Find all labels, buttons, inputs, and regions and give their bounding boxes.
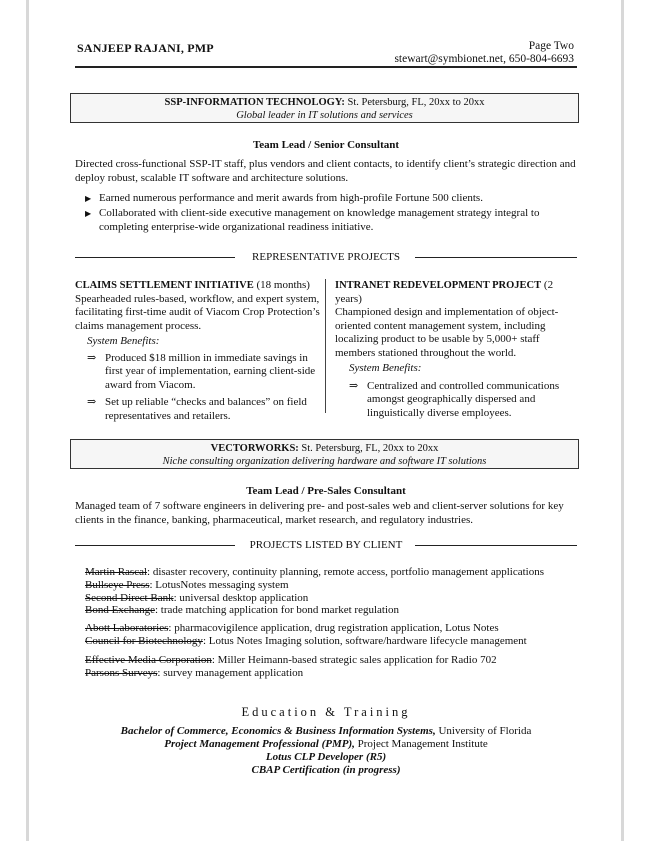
page-number: Page Two [528, 40, 574, 52]
job1-tagline: Global leader in IT solutions and services [236, 109, 413, 121]
header-rule [75, 66, 577, 68]
project-right [335, 279, 577, 420]
project-right-duration: (2 years) [335, 279, 554, 305]
project-left-benefit-2: ⇒ Set up reliable “checks and balances” on field representatives and retailers. [87, 396, 307, 422]
project-left-desc: Spearheaded rules-based, workflow, and expert system, facilitating first-time audit of Viacom Crop Protection’s claims management process. [75, 292, 320, 332]
education-item: Bachelor of Commerce, Economics & Business Information Systems, University of Florida [120, 725, 532, 737]
contact-info: stewart@symbionet.net, 650-804-6693 [394, 53, 574, 65]
education-list [75, 725, 577, 777]
client-item: Abott Laboratories: pharmacovigilence application, drug registration application, Lotus Notes [85, 622, 499, 634]
job1-company-box [70, 93, 579, 123]
client-list-group-1 [85, 566, 585, 617]
client-name: Parsons Surveys [85, 666, 158, 679]
job2-projects-heading: PROJECTS LISTED BY CLIENT [75, 539, 577, 551]
heading-rule-right [415, 257, 577, 258]
arrow-right-icon: ⇒ [349, 379, 359, 392]
page-header-right [394, 40, 574, 66]
client-name: Bullseye Press [85, 578, 150, 591]
client-item: Parsons Surveys: survey management application [85, 666, 304, 679]
heading-rule-left [75, 257, 235, 258]
client-name: Council for Biotechnology [85, 634, 203, 647]
client-item: Bond Exchange: trade matching application for bond market regulation [85, 604, 400, 617]
triangle-bullet-icon: ▶ [85, 194, 92, 203]
job1-projects-heading: REPRESENTATIVE PROJECTS [75, 251, 577, 263]
client-item: Martin Rascal: disaster recovery, continuity planning, remote access, portfolio management applications [85, 566, 545, 578]
education-item: Lotus CLP Developer (R5) [265, 751, 387, 763]
project-left-benefit-1: ⇒ Produced $18 million in immediate savings in first year of implementation, earning client-side award from Viacom. [87, 351, 316, 391]
job2-tagline: Niche consulting organization delivering hardware and software IT solutions [162, 455, 487, 467]
education-heading: Education & Training [241, 705, 411, 719]
client-list-group-2 [85, 622, 585, 648]
project-left-name: CLAIMS SETTLEMENT INITIATIVE [75, 280, 254, 291]
project-left [75, 279, 320, 423]
education-item: CBAP Certification (in progress) [251, 764, 401, 776]
education-item: Project Management Professional (PMP), Project Management Institute [164, 738, 488, 750]
page-edge-left [26, 0, 29, 841]
job2-location: St. Petersburg, FL, 20xx to 20xx [301, 443, 439, 454]
project-left-benefits-label: System Benefits: [87, 335, 160, 347]
project-left-duration: (18 months) [256, 279, 310, 291]
heading-rule-left [75, 545, 235, 546]
project-right-name: INTRANET REDEVELOPMENT PROJECT [335, 280, 542, 291]
client-name: Abott Laboratories [85, 622, 169, 634]
client-name: Second Direct Bank [85, 591, 174, 604]
projects-divider [325, 279, 326, 413]
job2-summary: Managed team of 7 software engineers in delivering pre- and post-sales web and client-server solutions for key clients in the finance, banking, pharmaceutical, market research, and regulatory industries. [75, 500, 564, 526]
arrow-right-icon: ⇒ [87, 351, 97, 364]
client-name: Bond Exchange [85, 604, 155, 617]
project-right-desc: Championed design and implementation of object-oriented content management system, including localizing product to be usable by 5,000+ staff members stationed throughout the world. [335, 306, 559, 359]
job1-company: SSP-INFORMATION TECHNOLOGY: [164, 97, 345, 108]
client-item: Council for Biotechnology: Lotus Notes Imaging solution, software/hardware lifecycle management [85, 634, 527, 647]
client-name: Effective Media Corporation [85, 654, 212, 666]
candidate-name: SANJEEP RAJANI, PMP [77, 41, 214, 55]
job2-company-box [70, 439, 579, 469]
page-edge-right [621, 0, 624, 841]
project-right-benefit-1: ⇒ Centralized and controlled communications amongst geographically dispersed and linguistically diverse employees. [349, 379, 560, 419]
job2-company: VECTORWORKS: [210, 443, 299, 454]
project-right-benefits-label: System Benefits: [349, 362, 422, 374]
arrow-right-icon: ⇒ [87, 396, 97, 408]
heading-rule-right [415, 545, 577, 546]
client-item: Second Direct Bank: universal desktop application [85, 591, 309, 604]
client-item: Effective Media Corporation: Miller Heimann-based strategic sales application for Radio 702 [85, 654, 497, 666]
client-name: Martin Rascal [85, 566, 148, 578]
triangle-bullet-icon: ▶ [85, 209, 92, 218]
job1-bullet-1: ▶ Earned numerous performance and merit awards from high-profile Fortune 500 clients. [85, 192, 483, 204]
job2-title: Team Lead / Pre-Sales Consultant [246, 485, 406, 497]
client-item: Bullseye Press: LotusNotes messaging system [85, 578, 289, 591]
job1-title: Team Lead / Senior Consultant [252, 139, 400, 151]
job1-bullet-2: ▶ Collaborated with client-side executive management on knowledge management strategy integral to completing enterprise-wide organizational readiness initiative. [85, 207, 540, 233]
client-list-group-3 [85, 654, 585, 680]
job1-summary: Directed cross-functional SSP-IT staff, plus vendors and client contacts, to identify client’s strategic direction and deploy robust, scalable IT software and architecture solutions. [75, 158, 576, 184]
job1-location: St. Petersburg, FL, 20xx to 20xx [347, 97, 485, 108]
